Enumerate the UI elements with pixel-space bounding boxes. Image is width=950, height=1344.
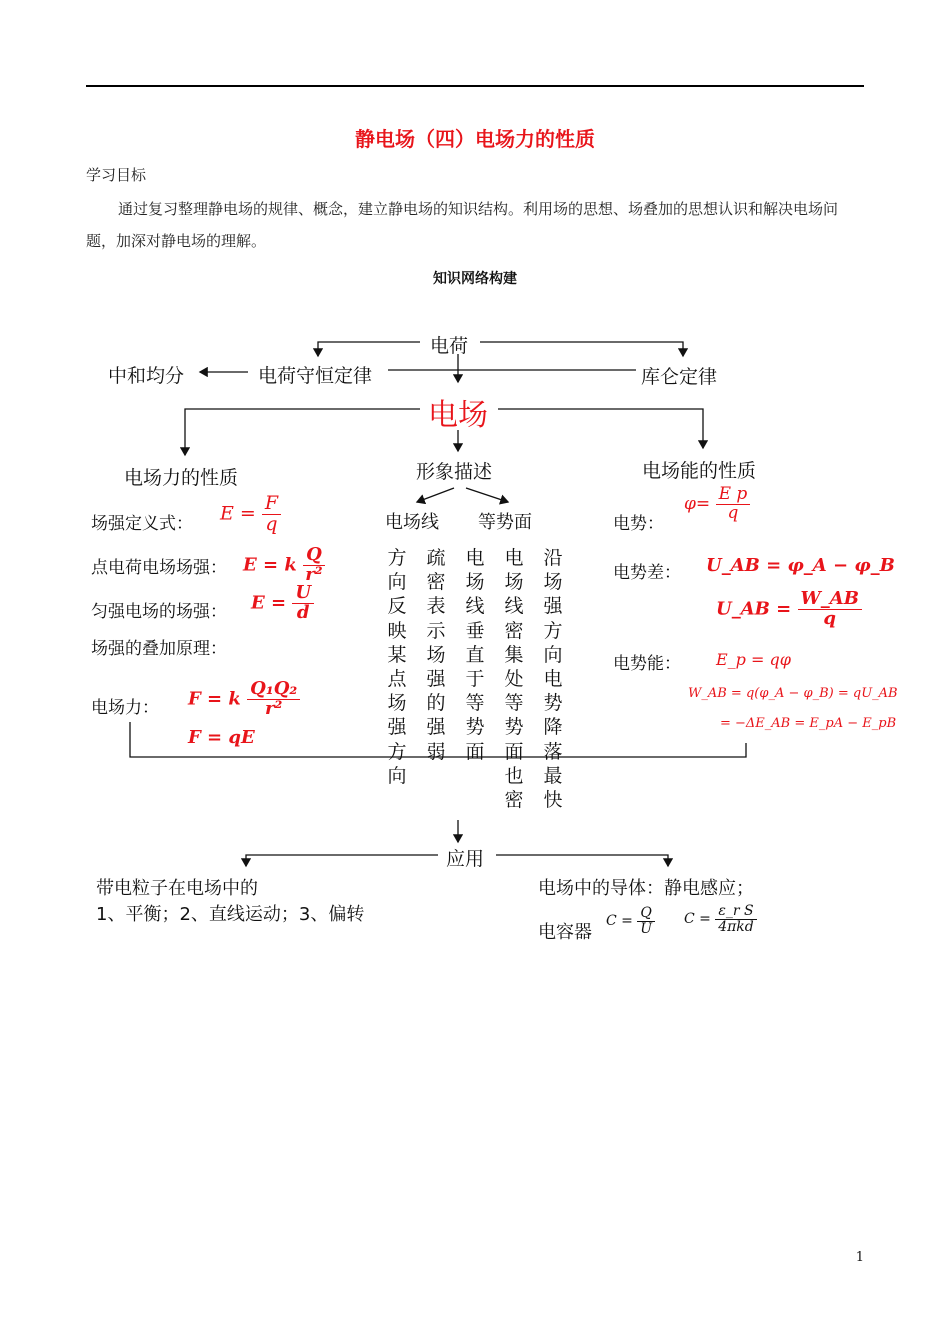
text-capacitor: 电容器	[538, 922, 592, 943]
formula-point-charge: E = k $\frac{Q}{\text{r²}}$	[243, 546, 325, 585]
formula-capacitance-plate: C = $\frac{\text{ε\_r S}}{\text{4πkd}}$	[684, 904, 757, 934]
label-potential-energy: 电势能：	[613, 654, 681, 674]
node-conservation: 电荷守恒定律	[258, 365, 373, 387]
node-equipotential: 等势面	[478, 512, 532, 533]
label-potential-difference: 电势差：	[613, 563, 681, 583]
node-charge: 电荷	[430, 335, 469, 357]
node-application: 应用	[446, 848, 485, 870]
label-field-definition: 场强定义式：	[91, 514, 193, 534]
formula-work-2: = −ΔE_AB = E_pA − E_pB	[720, 716, 897, 731]
intro-paragraph: 通过复习整理静电场的规律、概念，建立静电场的知识结构。利用场的思想、场叠加的思想认识和解决电场问题，加深对静电场的理解。	[86, 200, 839, 250]
label-electric-force: 电场力：	[91, 698, 159, 718]
node-coulomb: 库仑定律	[641, 366, 718, 388]
formula-work-1: W_AB = q(φ_A − φ_B) = qU_AB	[688, 686, 898, 701]
formula-force-qE: F = qE	[188, 727, 255, 748]
formula-capacitance-definition: C = $\frac{Q}{U}$	[606, 906, 655, 936]
node-field-lines: 电场线	[385, 512, 439, 533]
text-particle-1: 带电粒子在电场中的	[96, 878, 258, 899]
formula-coulomb-force: F = k $\frac{\text{Q₁Q₂}}{\text{r²}}$	[188, 680, 300, 719]
subtitle: 知识网络构建	[433, 271, 517, 287]
formula-field-definition: E = $\frac{F}{q}$	[220, 494, 281, 535]
label-potential: 电势：	[613, 514, 664, 534]
page-number: 1	[855, 1250, 864, 1265]
node-field: 电场	[428, 398, 488, 433]
column-density: 疏密表示场强的强弱	[426, 547, 446, 763]
formula-potential: φ= $\frac{\text{E p}}{q}$	[684, 486, 750, 523]
label-point-charge: 点电荷电场场强：	[91, 558, 227, 578]
label-uniform-field: 匀强电场的场强：	[91, 602, 227, 622]
column-perpendicular: 电场线垂直于等势面	[465, 547, 485, 763]
formula-potential-difference-1: U_AB = φ_A − φ_B	[706, 555, 895, 576]
formula-uniform-field: E = $\frac{U}{d}$	[251, 584, 314, 623]
text-conductor: 电场中的导体：静电感应；	[538, 878, 754, 899]
label-superposition: 场强的叠加原理：	[91, 639, 227, 659]
node-visual: 形象描述	[416, 461, 493, 483]
column-direction: 方向反映某点场强方向	[387, 547, 407, 787]
node-force-props: 电场力的性质	[124, 467, 239, 489]
page-title: 静电场（四）电场力的性质	[355, 127, 595, 151]
section-label: 学习目标	[86, 166, 147, 184]
column-potential-drop: 沿场强方向电势降落最快	[543, 547, 563, 812]
formula-potential-difference-2: U_AB = $\frac{W\_AB}{q}$	[716, 590, 862, 629]
node-energy-props: 电场能的性质	[642, 460, 757, 482]
formula-potential-energy: E_p = qφ	[716, 650, 791, 669]
text-particle-2: 1、平衡；2、直线运动；3、偏转	[96, 904, 365, 925]
column-dense-lines: 电场线密集处等势面也密	[504, 547, 524, 812]
node-neutralize: 中和均分	[108, 365, 185, 387]
